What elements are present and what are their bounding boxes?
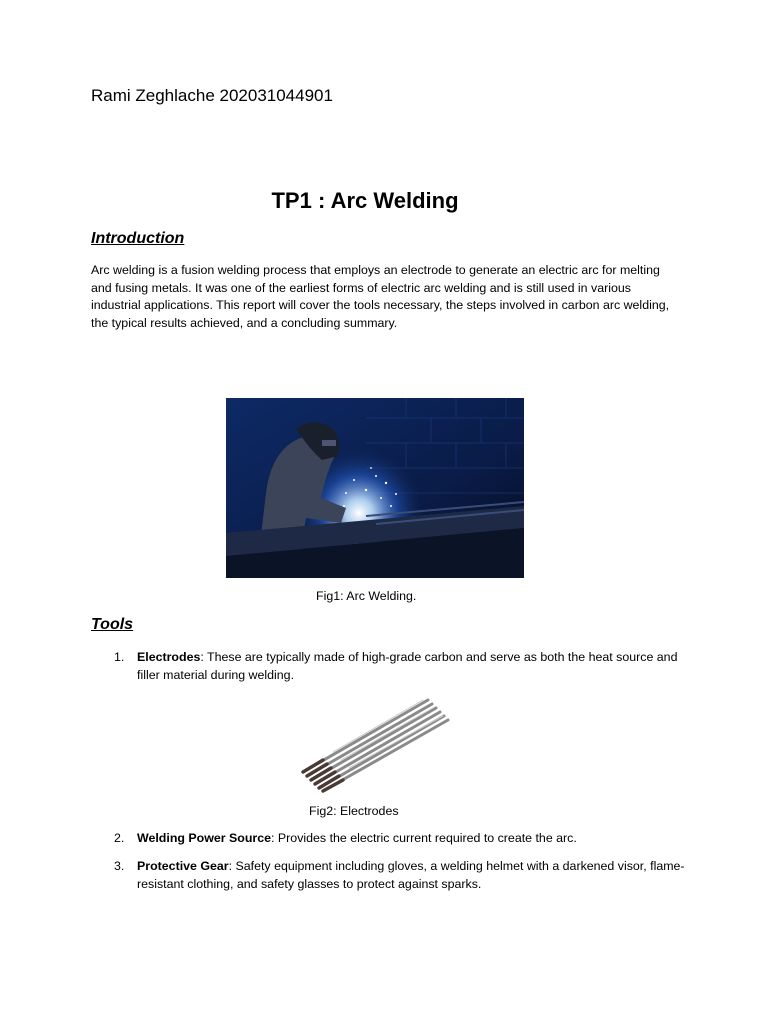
arc-welding-photo	[226, 398, 524, 578]
list-description: : These are typically made of high-grade carbon and serve as both the heat source and filler material during welding.	[137, 650, 678, 682]
list-description: : Provides the electric current required to create the arc.	[271, 831, 577, 845]
tools-heading: Tools	[91, 616, 134, 633]
list-number: 2.	[114, 831, 125, 845]
list-term: Protective Gear	[137, 859, 229, 873]
list-number: 1.	[114, 650, 125, 664]
document-title: TP1 : Arc Welding	[271, 188, 459, 213]
introduction-paragraph: Arc welding is a fusion welding process that employs an electrode to generate an electric arc for melting and fusing metals. It was one of the earliest forms of electric arc welding and is still used in various industrial applications. This report will cover the tools necessary, the steps involved in carbon arc welding, the typical results achieved, and a concluding summary.	[91, 263, 670, 330]
list-term: Electrodes	[137, 650, 201, 664]
author-line: Rami Zeghlache 202031044901	[91, 86, 333, 105]
introduction-heading: Introduction	[91, 230, 185, 247]
list-text	[137, 649, 685, 684]
list-description: : Safety equipment including gloves, a welding helmet with a darkened visor, flame-resistant clothing, and safety glasses to protect against sparks.	[137, 859, 685, 891]
list-text	[137, 830, 685, 848]
list-text	[137, 858, 685, 893]
figure-1-caption: Fig1: Arc Welding.	[316, 589, 417, 603]
electrodes-photo	[293, 694, 453, 794]
list-number: 3.	[114, 859, 125, 873]
list-term: Welding Power Source	[137, 831, 272, 845]
figure-2-caption: Fig2: Electrodes	[309, 804, 399, 818]
